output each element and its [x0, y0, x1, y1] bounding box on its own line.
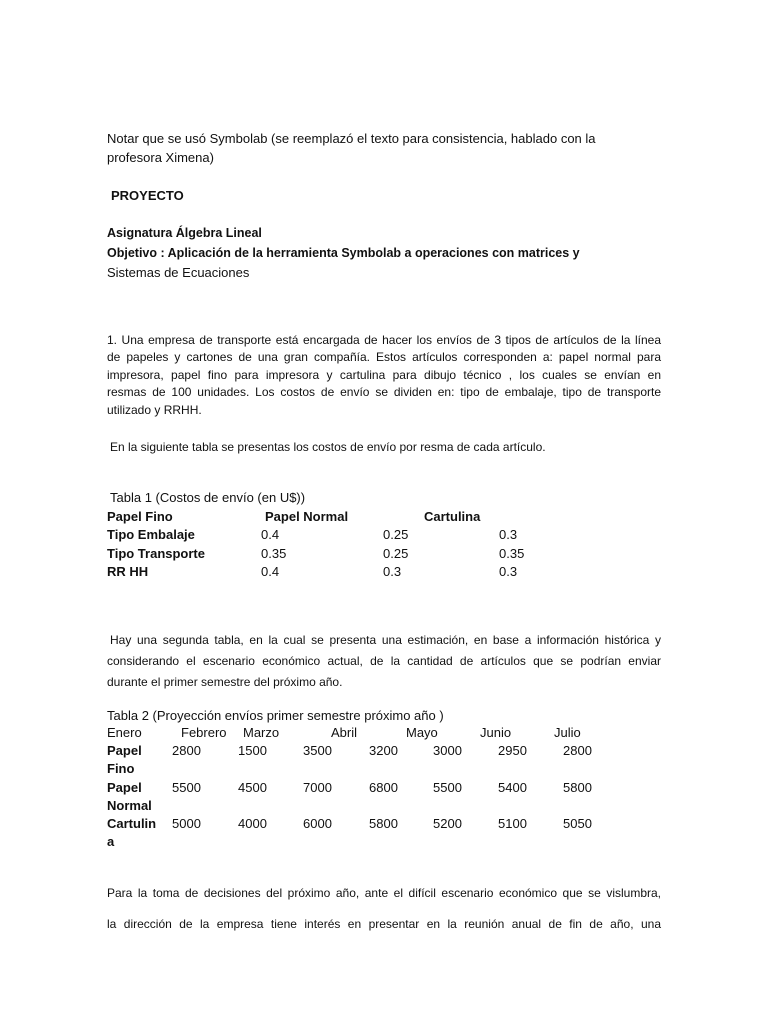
course-title: Asignatura Álgebra Lineal [107, 226, 262, 240]
table1-cell: 0.25 [383, 527, 409, 543]
table1-row-label: Tipo Embalaje [107, 527, 195, 543]
table2-cell: 5500 [433, 779, 462, 795]
table2-month-header: Enero [107, 725, 142, 740]
table2-cell: 2800 [563, 743, 592, 758]
table2-cell: 6000 [303, 816, 332, 831]
table2-month-header: Junio [480, 725, 512, 740]
paragraph-line: durante el primer semestre del próximo año. [107, 674, 343, 689]
table1-cell: 0.3 [499, 563, 518, 579]
table2-cell: 7000 [303, 779, 332, 795]
table2-month-header: Febrero [181, 725, 227, 740]
paragraph-line: de papeles y cartones de una gran compañía. Estos artículos corresponden a: papel normal para [107, 350, 661, 364]
table2-cell: 5400 [498, 779, 527, 795]
table-row [107, 742, 667, 779]
table1-row-label: Tipo Transporte [107, 545, 205, 561]
paragraph-line: impresora, papel fino para impresora y cartulina para dibujo técnico , los cuales se envían en [107, 367, 661, 382]
table1-row-label: RR HH [107, 563, 149, 579]
table2-row-label-line: Cartulin [107, 816, 157, 831]
table2-cell: 3500 [303, 743, 332, 758]
table2-row-label [107, 779, 152, 816]
paragraph-line: la dirección de la empresa tiene interés en presentar en la reunión anual de fin de año, una [107, 916, 661, 931]
table1-cell: 0.3 [383, 563, 402, 579]
table2-cell: 5800 [563, 779, 592, 795]
table2-month-header: Mayo [406, 725, 438, 740]
table1-column-header: Papel Fino [107, 509, 173, 524]
table2-cell: 5050 [563, 816, 592, 831]
paragraph-line: Para la toma de decisiones del próximo año, ante el difícil escenario económico que se vislumbra, [107, 885, 661, 900]
objective-continued: Sistemas de Ecuaciones [107, 265, 250, 280]
paragraph-line: Hay una segunda tabla, en la cual se presenta una estimación, en base a información histórica y [110, 632, 661, 647]
paragraph-line: utilizado y RRHH. [107, 402, 202, 417]
closing-paragraph [107, 878, 661, 940]
table2-cell: 1500 [238, 743, 267, 758]
table2-cell: 4000 [238, 816, 267, 831]
table2 [107, 724, 667, 852]
table2-cell: 5100 [498, 816, 527, 831]
table1-cell: 0.3 [499, 527, 518, 543]
table2-cell: 2950 [498, 743, 527, 758]
table-row [107, 779, 667, 816]
table2-row-label-line: Fino [107, 761, 135, 777]
table-row [107, 563, 667, 581]
section-heading: PROYECTO [111, 188, 184, 203]
table2-cell: 5500 [172, 779, 201, 795]
table1-header-row [107, 508, 667, 526]
table1-cell: 0.4 [261, 527, 280, 543]
table1-cell: 0.35 [499, 545, 525, 561]
table2-cell: 5200 [433, 816, 462, 831]
table1-column-header: Papel Normal [265, 509, 349, 524]
table2-cell: 6800 [369, 779, 398, 795]
table1-cell: 0.35 [261, 545, 287, 561]
table2-cell: 5000 [172, 816, 201, 831]
table2-row-label-line: Papel [107, 779, 142, 795]
table-row [107, 815, 667, 852]
table2-cell: 2800 [172, 743, 201, 758]
table2-month-header: Abril [331, 725, 358, 740]
table2-intro [107, 630, 661, 693]
table2-row-label-line: Papel [107, 743, 142, 758]
note-line: Notar que se usó Symbolab (se reemplazó el texto para consistencia, hablado con la [107, 131, 596, 146]
note-block [107, 129, 596, 167]
note-line: profesora Ximena) [107, 150, 214, 165]
table2-month-header: Julio [554, 725, 581, 740]
objective-line: Objetivo : Aplicación de la herramienta Symbolab a operaciones con matrices y [107, 246, 580, 260]
table2-row-label [107, 742, 142, 779]
table2-cell: 4500 [238, 779, 267, 795]
table-row [107, 545, 667, 563]
table2-header-row [107, 724, 667, 742]
table2-title: Tabla 2 (Proyección envíos primer semestre próximo año ) [107, 708, 444, 723]
table2-row-label [107, 815, 156, 852]
paragraph-line: 1. Una empresa de transporte está encargada de hacer los envíos de 3 tipos de artículos de la línea [107, 332, 661, 347]
table1 [107, 508, 667, 581]
table2-month-header: Marzo [243, 725, 280, 740]
paragraph-line: considerando el escenario económico actual, de la cantidad de artículos que se podrían enviar [107, 653, 661, 668]
table1-title: Tabla 1 (Costos de envío (en U$)) [110, 490, 306, 505]
table2-cell: 5800 [369, 816, 398, 831]
table1-cell: 0.4 [261, 563, 280, 579]
table2-cell: 3200 [369, 743, 398, 758]
course-block [107, 223, 580, 283]
table2-cell: 3000 [433, 743, 462, 758]
table1-column-header: Cartulina [424, 509, 481, 524]
problem-paragraph [107, 332, 661, 420]
table2-row-label-line: Normal [107, 797, 152, 813]
table1-intro: En la siguiente tabla se presentas los costos de envío por resma de cada artículo. [110, 440, 546, 454]
table1-cell: 0.25 [383, 545, 409, 561]
table-row [107, 526, 667, 544]
table2-row-label-line: a [107, 834, 115, 850]
paragraph-line: resmas de 100 unidades. Los costos de envío se dividen en: tipo de embalaje, tipo de transporte [107, 385, 661, 399]
